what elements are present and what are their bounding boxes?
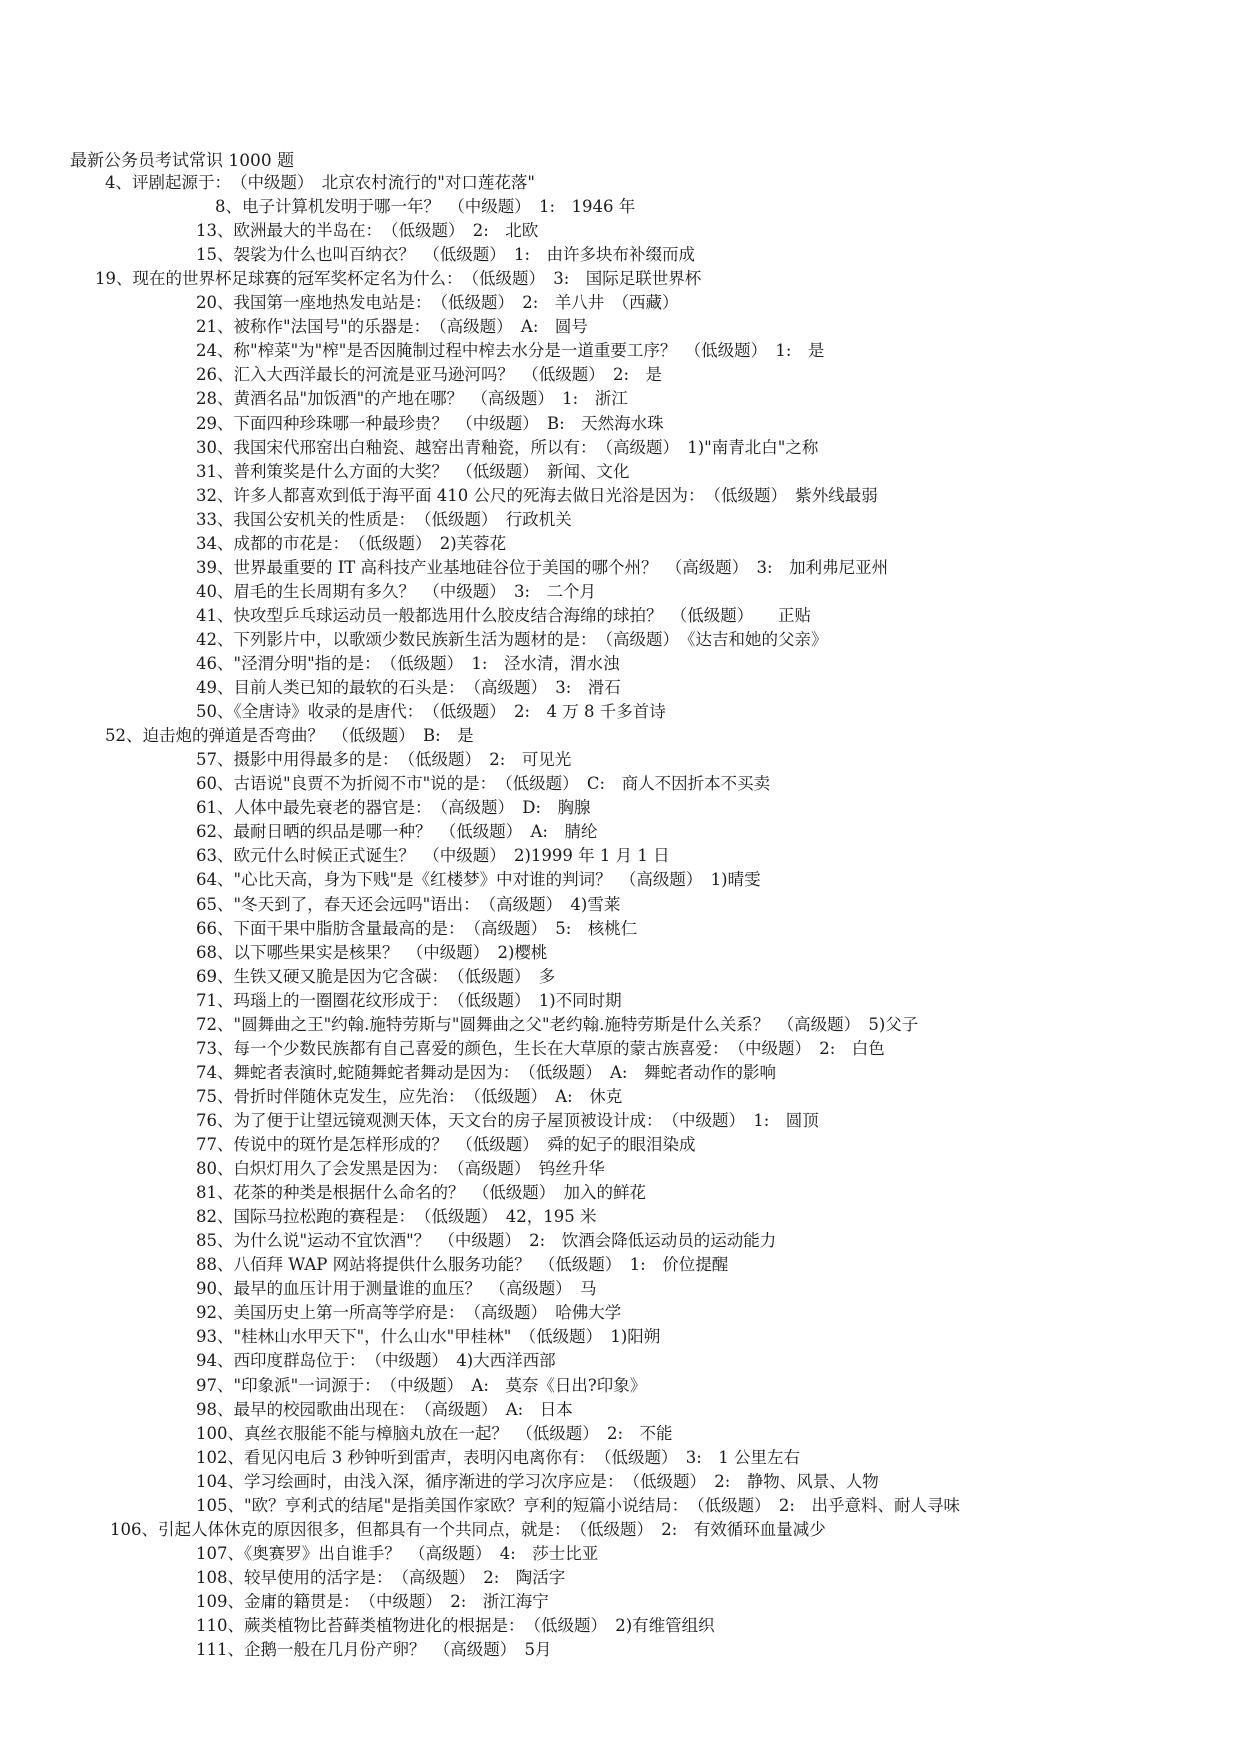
question-line: 39、世界最重要的 IT 高科技产业基地硅谷位于美国的哪个州？ （高级题） 3: 加利弗尼亚州 bbox=[196, 557, 889, 577]
question-line: 104、学习绘画时，由浅入深，循序渐进的学习次序应是： （低级题） 2: 静物、风景、人物 bbox=[196, 1471, 879, 1491]
question-line: 75、骨折时伴随休克发生，应先治： （低级题） A: 休克 bbox=[196, 1086, 623, 1106]
question-line: 13、欧洲最大的半岛在： （低级题） 2: 北欧 bbox=[196, 221, 539, 241]
question-line: 64、"心比天高，身为下贱"是《红楼梦》中对谁的判词？ （高级题） 1)晴雯 bbox=[196, 870, 761, 890]
question-line: 32、许多人都喜欢到低于海平面 410 公尺的死海去做日光浴是因为： （低级题） 紫外线最弱 bbox=[196, 485, 878, 505]
question-line: 42、下列影片中，以歌颂少数民族新生活为题材的是： （高级题） 《达吉和她的父亲》 bbox=[196, 629, 828, 649]
question-line: 41、快攻型乒乓球运动员一般都选用什么胶皮结合海绵的球拍？ （低级题） 正贴 bbox=[196, 605, 811, 625]
question-line: 21、被称作"法国号"的乐器是： （高级题） A: 圆号 bbox=[196, 317, 588, 337]
question-line: 63、欧元什么时候正式诞生？ （中级题） 2)1999 年 1 月 1 日 bbox=[196, 846, 670, 866]
question-line: 8、电子计算机发明于哪一年？ （中级题） 1: 1946 年 bbox=[215, 197, 636, 217]
question-line: 50、《全唐诗》收录的是唐代： （低级题） 2: 4 万 8 千多首诗 bbox=[196, 702, 666, 722]
question-line: 68、以下哪些果实是核果？ （中级题） 2)樱桃 bbox=[196, 942, 548, 962]
question-line: 85、为什么说"运动不宜饮酒"？ （中级题） 2: 饮酒会降低运动员的运动能力 bbox=[196, 1231, 777, 1251]
question-line: 29、下面四种珍珠哪一种最珍贵？ （中级题） B: 天然海水珠 bbox=[196, 413, 664, 433]
question-line: 77、传说中的斑竹是怎样形成的？ （低级题） 舜的妃子的眼泪染成 bbox=[196, 1135, 696, 1154]
question-line: 15、袈裟为什么也叫百纳衣？ （低级题） 1: 由许多块布补缀而成 bbox=[196, 245, 696, 265]
question-line: 52、迫击炮的弹道是否弯曲？ （低级题） B: 是 bbox=[105, 726, 474, 746]
question-line: 90、最早的血压计用于测量谁的血压？ （高级题） 马 bbox=[196, 1279, 597, 1299]
question-line: 72、"圆舞曲之王"约翰.施特劳斯与"圆舞曲之父"老约翰.施特劳斯是什么关系？ （高级题） 5)父子 bbox=[196, 1014, 919, 1034]
question-line: 26、汇入大西洋最长的河流是亚马逊河吗？ （低级题） 2: 是 bbox=[196, 365, 663, 385]
question-line: 62、最耐日晒的织品是哪一种？ （低级题） A: 腈纶 bbox=[196, 822, 598, 842]
question-line: 19、现在的世界杯足球赛的冠军奖杯定名为什么： （低级题） 3: 国际足联世界杯 bbox=[95, 269, 702, 289]
question-line: 30、我国宋代邢窑出白釉瓷、越窑出青釉瓷，所以有： （高级题） 1)"南青北白"之称 bbox=[196, 437, 819, 457]
question-line: 88、八佰拜 WAP 网站将提供什么服务功能？ （低级题） 1: 价位提醒 bbox=[196, 1255, 729, 1275]
question-line: 28、黄酒名品"加饭酒"的产地在哪？ （高级题） 1: 浙江 bbox=[196, 389, 628, 409]
question-line: 97、"印象派"一词源于： （中级题） A: 莫奈《日出?印象》 bbox=[196, 1375, 647, 1395]
question-line: 100、真丝衣服能不能与樟脑丸放在一起？ （低级题） 2: 不能 bbox=[196, 1423, 673, 1443]
question-line: 33、我国公安机关的性质是： （低级题） 行政机关 bbox=[196, 509, 572, 529]
question-line: 109、金庸的籍贯是： （中级题） 2: 浙江海宁 bbox=[196, 1591, 549, 1611]
question-line: 76、为了便于让望远镜观测天体，天文台的房子屋顶被设计成： （中级题） 1: 圆顶 bbox=[196, 1110, 819, 1130]
question-line: 111、企鹅一般在几月份产卵？ （高级题） 5月 bbox=[196, 1640, 552, 1660]
question-line: 49、目前人类已知的最软的石头是： （高级题） 3: 滑石 bbox=[196, 678, 621, 698]
question-line: 71、玛瑙上的一圈圈花纹形成于： （低级题） 1)不同时期 bbox=[196, 990, 622, 1010]
question-line: 81、花茶的种类是根据什么命名的？ （低级题） 加入的鲜花 bbox=[196, 1183, 646, 1203]
question-line: 106、引起人体休克的原因很多，但都具有一个共同点，就是： （低级题） 2: 有效循环血量减少 bbox=[110, 1519, 826, 1539]
question-line: 31、普利策奖是什么方面的大奖？ （低级题） 新闻、文化 bbox=[196, 461, 630, 481]
question-line: 61、人体中最先衰老的器官是： （高级题） D: 胸腺 bbox=[196, 798, 591, 818]
question-line: 108、较早使用的活字是： （高级题） 2: 陶活字 bbox=[196, 1567, 566, 1587]
question-line: 80、白炽灯用久了会发黑是因为： （高级题） 钨丝升华 bbox=[196, 1159, 605, 1179]
question-line: 4、评剧起源于： （中级题） 北京农村流行的"对口莲花落" bbox=[105, 173, 535, 192]
question-line: 110、蕨类植物比苔藓类植物进化的根据是： （低级题） 2)有维管组织 bbox=[196, 1616, 715, 1635]
question-line: 105、"欧？亨利式的结尾"是指美国作家欧？亨利的短篇小说结局： （低级题） 2: 出乎意料、耐人寻味 bbox=[196, 1495, 960, 1515]
question-line: 24、称"榨菜"为"榨"是否因腌制过程中榨去水分是一道重要工序？ （低级题） 1: 是 bbox=[196, 341, 825, 361]
question-line: 98、最早的校园歌曲出现在： （高级题） A: 日本 bbox=[196, 1399, 573, 1419]
question-line: 94、西印度群岛位于： （中级题） 4)大西洋西部 bbox=[196, 1351, 556, 1371]
question-line: 74、舞蛇者表演时,蛇随舞蛇者舞动是因为： （低级题） A: 舞蛇者动作的影响 bbox=[196, 1062, 776, 1082]
question-line: 20、我国第一座地热发电站是： （低级题） 2: 羊八井 （西藏） bbox=[196, 293, 679, 313]
question-line: 66、下面干果中脂肪含量最高的是： （高级题） 5: 核桃仁 bbox=[196, 918, 638, 938]
question-line: 82、国际马拉松跑的赛程是： （低级题） 42，195 米 bbox=[196, 1207, 597, 1227]
question-line: 34、成都的市花是： （低级题） 2)芙蓉花 bbox=[196, 533, 507, 553]
question-line: 69、生铁又硬又脆是因为它含碳： （低级题） 多 bbox=[196, 966, 556, 986]
question-line: 107、《奥赛罗》出自谁手？ （高级题） 4: 莎士比亚 bbox=[196, 1543, 599, 1563]
question-line: 60、古语说"良贾不为折阅不市"说的是： （低级题） C: 商人不因折本不买卖 bbox=[196, 774, 771, 794]
document-title: 最新公务员考试常识 1000 题 bbox=[70, 151, 295, 171]
question-line: 73、每一个少数民族都有自己喜爱的颜色，生长在大草原的蒙古族喜爱： （中级题） 2: 白色 bbox=[196, 1038, 885, 1058]
question-line: 46、"泾渭分明"指的是： （低级题） 1: 泾水清，渭水浊 bbox=[196, 654, 620, 673]
question-line: 93、"桂林山水甲天下"，什么山水"甲桂林" （低级题） 1)阳朔 bbox=[196, 1327, 661, 1347]
question-line: 92、美国历史上第一所高等学府是： （高级题） 哈佛大学 bbox=[196, 1303, 622, 1323]
question-line: 102、看见闪电后 3 秒钟听到雷声，表明闪电离你有： （低级题） 3: 1 公里左右 bbox=[196, 1447, 801, 1467]
question-line: 57、摄影中用得最多的是： （低级题） 2: 可见光 bbox=[196, 750, 572, 770]
question-line: 40、眉毛的生长周期有多久？ （中级题） 3: 二个月 bbox=[196, 581, 597, 601]
question-line: 65、"冬天到了，春天还会远吗"语出： （高级题） 4)雪莱 bbox=[196, 894, 621, 914]
